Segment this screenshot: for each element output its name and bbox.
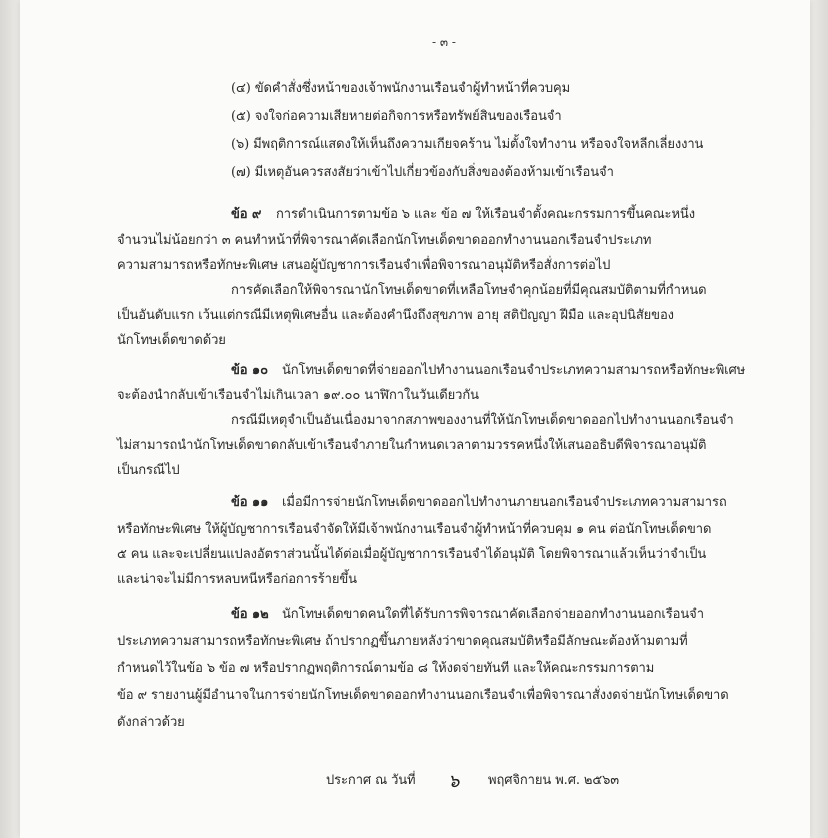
clause-label: ข้อ ๙ bbox=[231, 207, 262, 222]
clause-text: กำหนดไว้ในข้อ ๖ ข้อ ๗ หรือปรากฏพฤติการณ์ตามข้อ ๘ ให้งดจ่ายทันที และให้คณะกรรมการตาม bbox=[117, 661, 655, 676]
clause-label: ข้อ ๑๐ bbox=[231, 363, 268, 378]
announcement-month-year: พฤศจิกายน พ.ศ. ๒๕๖๓ bbox=[488, 773, 620, 788]
list-item: (๖) มีพฤติการณ์แสดงให้เห็นถึงความเกียจคร้าน ไม่ตั้งใจทำงาน หรือจงใจหลีกเลี่ยงงาน bbox=[231, 137, 704, 152]
clause-text: ดังกล่าวด้วย bbox=[117, 715, 185, 730]
clause-label: ข้อ ๑๑ bbox=[231, 495, 269, 510]
clause-text: จะต้องนำกลับเข้าเรือนจำไม่เกินเวลา ๑๙.๐๐ นาฬิกาในวันเดียวกัน bbox=[117, 388, 479, 403]
scan-left-edge bbox=[0, 0, 20, 838]
clause-text: การดำเนินการตามข้อ ๖ และ ข้อ ๗ ให้เรือนจำตั้งคณะกรรมการขึ้นคณะหนึ่ง bbox=[276, 207, 695, 222]
clause-text: เมื่อมีการจ่ายนักโทษเด็ดขาดออกไปทำงานภายนอกเรือนจำประเภทความสามารถ bbox=[282, 495, 727, 510]
clause-text: ๕ คน และจะเปลี่ยนแปลงอัตราส่วนนั้นได้ต่อเมื่อผู้บัญชาการเรือนจำได้อนุมัติ โดยพิจารณาแล้วเห็นว่าจำเป็น bbox=[117, 547, 707, 562]
clause-text: หรือทักษะพิเศษ ให้ผู้บัญชาการเรือนจำจัดให้มีเจ้าพนักงานเรือนจำผู้ทำหน้าที่ควบคุม ๑ คน ต่อนักโทษเด็ดขาด bbox=[117, 522, 712, 537]
clause-text: เป็นกรณีไป bbox=[117, 463, 180, 478]
clause-text: นักโทษเด็ดขาดที่จ่ายออกไปทำงานนอกเรือนจำประเภทความสามารถหรือทักษะพิเศษ bbox=[282, 363, 746, 378]
list-item: (๗) มีเหตุอันควรสงสัยว่าเข้าไปเกี่ยวข้องกับสิ่งของต้องห้ามเข้าเรือนจำ bbox=[231, 165, 614, 180]
clause-label: ข้อ ๑๒ bbox=[231, 607, 269, 622]
page-number: - ๓ - bbox=[432, 35, 456, 49]
clause-text: และน่าจะไม่มีการหลบหนีหรือก่อการร้ายขึ้น bbox=[117, 572, 357, 587]
clause-text: กรณีมีเหตุจำเป็นอันเนื่องมาจากสภาพของงานที่ให้นักโทษเด็ดขาดออกไปทำงานนอกเรือนจำ bbox=[231, 413, 734, 428]
scan-right-edge bbox=[810, 0, 828, 838]
clause-text: การคัดเลือกให้พิจารณานักโทษเด็ดขาดที่เหลือโทษจำคุกน้อยที่มีคุณสมบัติตามที่กำหนด bbox=[231, 283, 707, 298]
clause-text: นักโทษเด็ดขาดด้วย bbox=[117, 333, 226, 348]
document-page bbox=[20, 0, 810, 838]
list-item: (๕) จงใจก่อความเสียหายต่อกิจการหรือทรัพย์สินของเรือนจำ bbox=[231, 109, 562, 124]
clause-text: จำนวนไม่น้อยกว่า ๓ คนทำหน้าที่พิจารณาคัดเลือกนักโทษเด็ดขาดออกทำงานนอกเรือนจำประเภท bbox=[117, 233, 652, 248]
clause-text: ไม่สามารถนำนักโทษเด็ดขาดกลับเข้าเรือนจำภายในกำหนดเวลาตามวรรคหนึ่งให้เสนออธิบดีพิจารณาอนุมัติ bbox=[117, 438, 707, 453]
clause-text: นักโทษเด็ดขาดคนใดที่ได้รับการพิจารณาคัดเลือกจ่ายออกทำงานนอกเรือนจำ bbox=[282, 607, 704, 622]
announcement-date-label: ประกาศ ณ วันที่ bbox=[326, 773, 416, 788]
handwritten-day: ๖ bbox=[448, 771, 460, 792]
clause-text: เป็นอันดับแรก เว้นแต่กรณีมีเหตุพิเศษอื่น และต้องคำนึงถึงสุขภาพ อายุ สติปัญญา ฝีมือ และอุปนิสัยของ bbox=[117, 308, 674, 323]
clause-text: ความสามารถหรือทักษะพิเศษ เสนอผู้บัญชาการเรือนจำเพื่อพิจารณาอนุมัติหรือสั่งการต่อไป bbox=[117, 258, 611, 273]
clause-text: ประเภทความสามารถหรือทักษะพิเศษ ถ้าปรากฏขึ้นภายหลังว่าขาดคุณสมบัติหรือมีลักษณะต้องห้ามตามที่ bbox=[117, 634, 688, 649]
list-item: (๔) ขัดคำสั่งซึ่งหน้าของเจ้าพนักงานเรือนจำผู้ทำหน้าที่ควบคุม bbox=[231, 81, 571, 96]
clause-text: ข้อ ๙ รายงานผู้มีอำนาจในการจ่ายนักโทษเด็ดขาดออกทำงานนอกเรือนจำเพื่อพิจารณาสั่งงดจ่ายนักโทษเด็ดขาด bbox=[117, 688, 729, 703]
